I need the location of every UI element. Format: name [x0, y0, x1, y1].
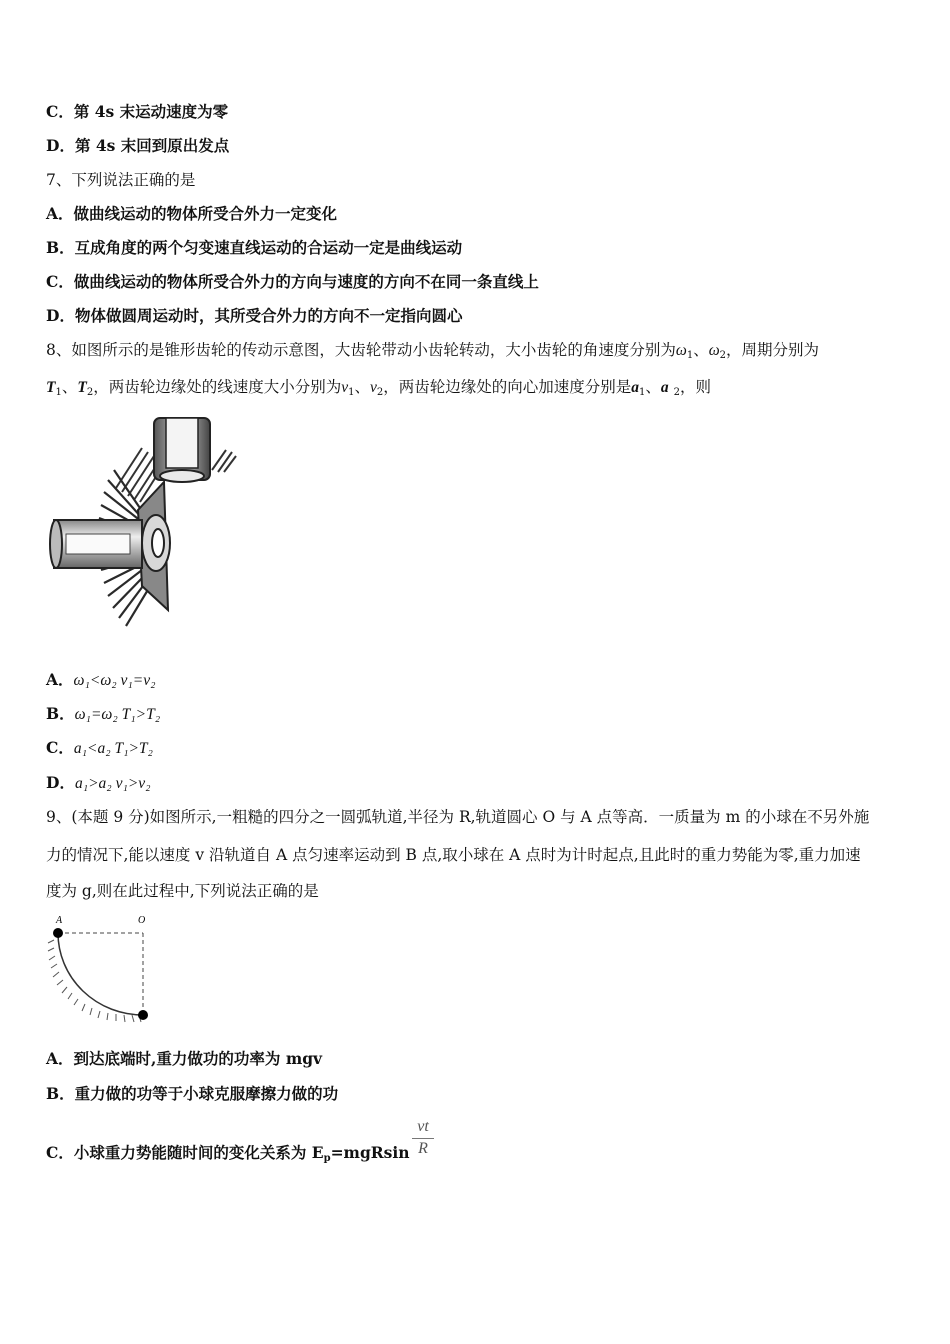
option-6d: D．第 4s 末回到原出发点: [46, 136, 230, 155]
question-9-stem-line1: 9、(本题 9 分)如图所示,一粗糙的四分之一圆弧轨道,半径为 R,轨道圆心 O 与 A 点等高．一质量为 m 的小球在不另外施: [46, 808, 870, 826]
option-8b: B．ω₁=ω₂ T₁>T₂: [46, 704, 161, 723]
option-8c: C．a₁<a₂ T₁>T₂: [46, 738, 153, 757]
option-8a: A．ω₁<ω₂ v₁=v₂: [46, 670, 156, 689]
option-6c: C．第 4s 末运动速度为零: [46, 102, 229, 121]
quarter-arc-track-figure: [40, 910, 160, 1030]
option-7c: C．做曲线运动的物体所受合外力的方向与速度的方向不在同一条直线上: [46, 272, 539, 291]
label-o: O: [138, 915, 146, 926]
ball-at-a: [53, 928, 63, 938]
option-7b: B．互成角度的两个匀变速直线运动的合运动一定是曲线运动: [46, 238, 463, 257]
option-9b: B．重力做的功等于小球克服摩擦力做的功: [46, 1084, 339, 1103]
option-9a: A．到达底端时,重力做功的功率为 mgv: [46, 1049, 323, 1068]
option-8d: D．a₁>a₂ v₁>v₂: [46, 773, 151, 792]
track-hatching: [48, 940, 141, 1022]
question-8-stem-line2: $T_1$、$T_2$，两齿轮边缘处的线速度大小分别为$v_1$、$v_2$，两齿轮边缘处的向心加速度分别是$a_1$、a $_2$，则: [46, 378, 711, 398]
option-7d: D．物体做圆周运动时，其所受合外力的方向不一定指向圆心: [46, 306, 463, 325]
label-a: A: [56, 915, 63, 926]
fraction-vt-over-r: $\frac{vt}{R}$: [412, 1118, 434, 1159]
option-7a: A．做曲线运动的物体所受合外力一定变化: [46, 204, 338, 223]
ball-at-b: [138, 1010, 148, 1020]
question-7-stem: 7、下列说法正确的是: [46, 171, 196, 189]
question-9-stem-line3: 度为 g,则在此过程中,下列说法正确的是: [46, 882, 319, 900]
question-8-stem-line1: 8、如图所示的是锥形齿轮的传动示意图，大齿轮带动小齿轮转动，大小齿轮的角速度分别为$\omega_1$、$\omega_2$，周期分别为: [46, 341, 820, 361]
bevel-gear-figure: [46, 410, 246, 635]
question-9-stem-line2: 力的情况下,能以速度 v 沿轨道自 A 点匀速率运动到 B 点,取小球在 A 点时为计时起点,且此时的重力势能为零,重力加速: [46, 846, 861, 864]
option-9c: C．小球重力势能随时间的变化关系为 $E_p=mgRsin$: [46, 1143, 410, 1164]
